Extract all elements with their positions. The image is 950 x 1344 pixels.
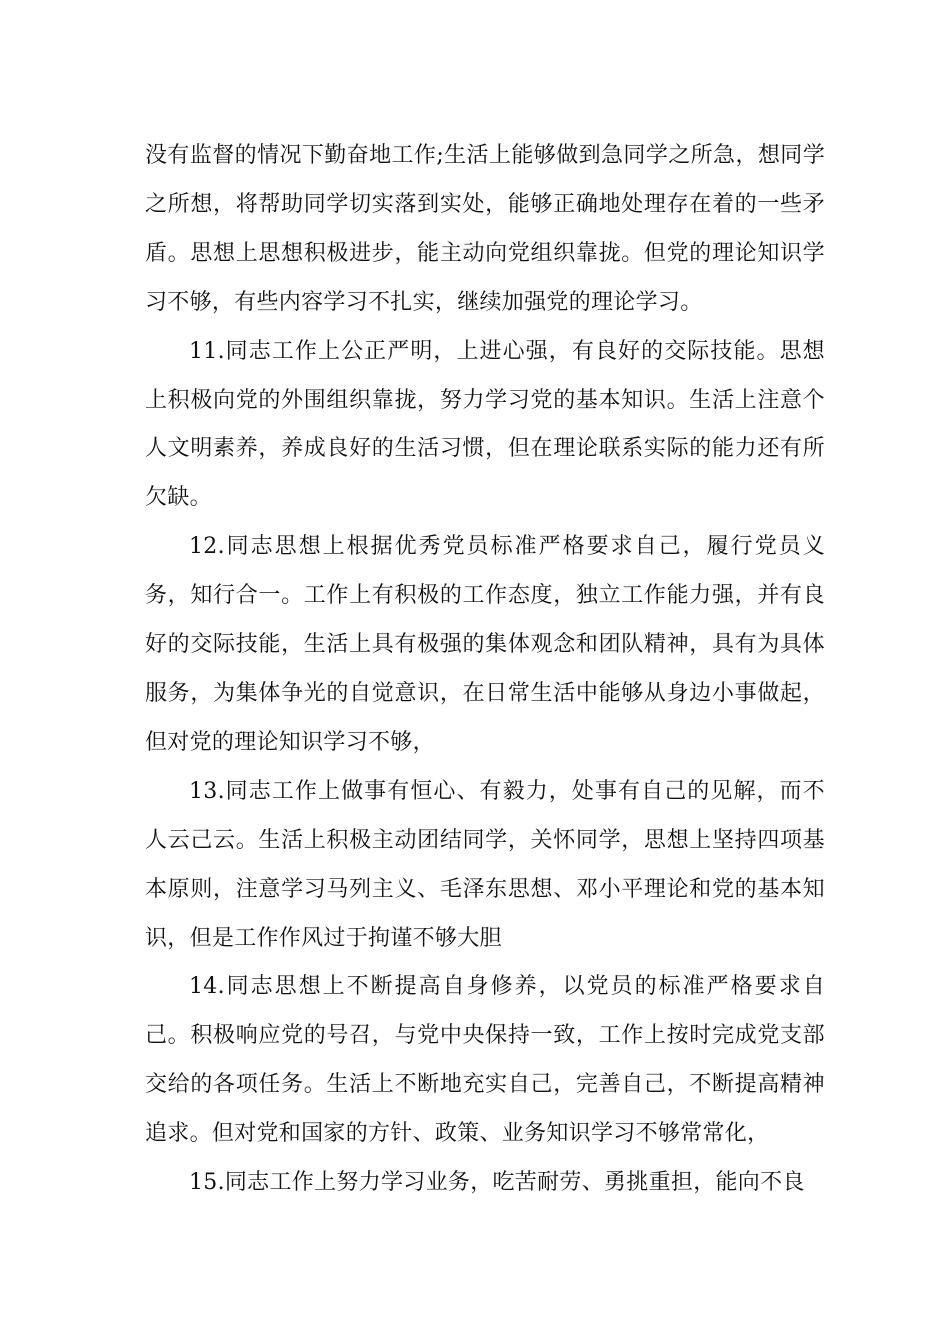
paragraph-14: 14.同志思想上不断提高自身修养，以党员的标准严格要求自己。积极响应党的号召，与党中央保持一致，工作上按时完成党支部交给的各项任务。生活上不断地充实自己，完善自己，不断提高精神追求。但对党和国家的方针、政策、业务知识学习不够常常化， [145,974,825,1147]
document-body [145,132,825,1208]
paragraph-10-continued: 没有监督的情况下勤奋地工作;生活上能够做到急同学之所急，想同学之所想，将帮助同学切实落到实处，能够正确地处理存在着的一些矛盾。思想上思想积极进步，能主动向党组织靠拢。但党的理论知识学习不够，有些内容学习不扎实，继续加强党的理论学习。 [145,143,825,315]
paragraph-15: 15.同志工作上努力学习业务，吃苦耐劳、勇挑重担，能向不良 [189,1170,805,1196]
paragraph-13: 13.同志工作上做事有恒心、有毅力，处事有自己的见解，而不人云己云。生活上积极主动团结同学，关怀同学，思想上坚持四项基本原则，注意学习马列主义、毛泽东思想、邓小平理论和党的基本知识，但是工作作风过于拘谨不够大胆 [145,778,825,951]
paragraph-12: 12.同志思想上根据优秀党员标准严格要求自己，履行党员义务，知行合一。工作上有积极的工作态度，独立工作能力强，并有良好的交际技能，生活上具有极强的集体观念和团队精神，具有为具体服务，为集体争光的自觉意识，在日常生活中能够从身边小事做起，但对党的理论知识学习不够， [145,534,825,755]
paragraph-11: 11.同志工作上公正严明，上进心强，有良好的交际技能。思想上积极向党的外围组织靠拢，努力学习党的基本知识。生活上注意个人文明素养，养成良好的生活习惯，但在理论联系实际的能力还有所欠缺。 [145,338,825,511]
